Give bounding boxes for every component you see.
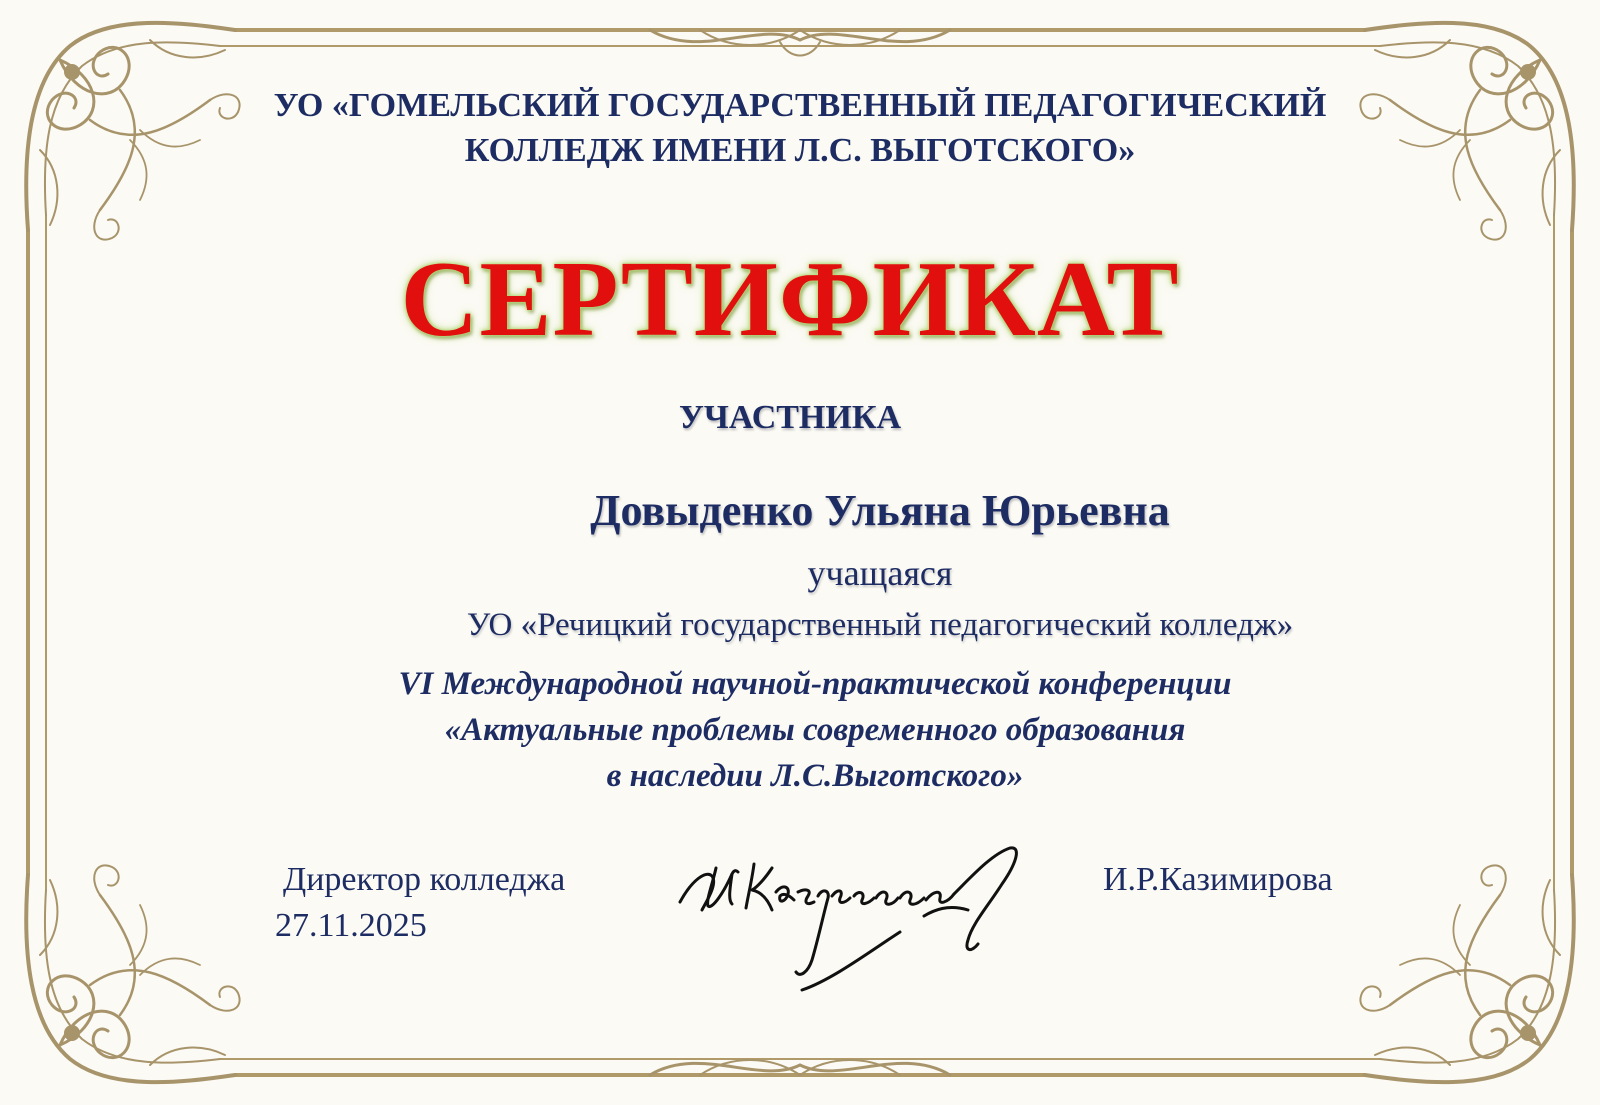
recipient-name: Довыденко Ульяна Юрьевна xyxy=(590,486,1170,535)
certificate-subtitle: УЧАСТНИКА xyxy=(678,399,902,436)
signer-role: Директор колледжа xyxy=(283,861,566,898)
institution-name-line2: КОЛЛЕДЖ ИМЕНИ Л.С. ВЫГОТСКОГО» xyxy=(464,132,1136,169)
event-line-2: «Актуальные проблемы современного образования xyxy=(444,712,1186,748)
institution-name-line1: УО «ГОМЕЛЬСКИЙ ГОСУДАРСТВЕННЫЙ ПЕДАГОГИЧЕСКИЙ xyxy=(273,87,1327,124)
recipient-status: учащаяся xyxy=(807,553,953,593)
handwritten-signature xyxy=(672,840,1032,1000)
signer-name: И.Р.Казимирова xyxy=(1103,861,1333,898)
recipient-organization: УО «Речицкий государственный педагогический колледж» xyxy=(466,607,1294,643)
certificate-title: СЕРТИФИКАТ xyxy=(400,240,1180,359)
event-line-3: в наследии Л.С.Выготского» xyxy=(606,758,1024,794)
issue-date: 27.11.2025 xyxy=(275,907,427,944)
event-line-1: VI Международной научной-практической конференции xyxy=(398,666,1232,702)
